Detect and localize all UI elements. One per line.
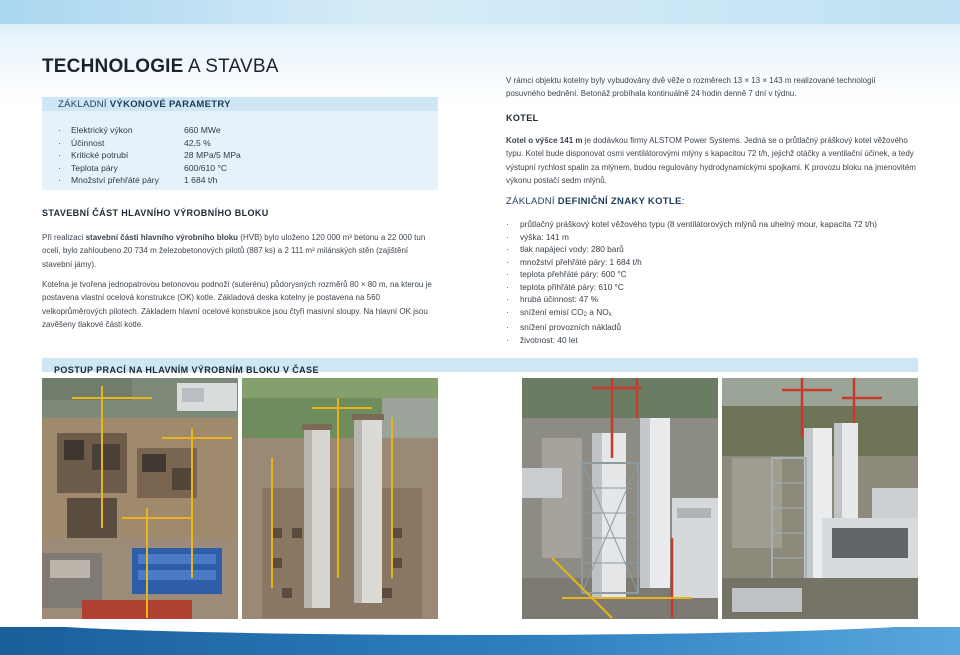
construction-photo-1 xyxy=(42,378,238,624)
bottom-decor-band xyxy=(0,627,960,655)
feature-item: · tlak napájecí vody: 280 barů xyxy=(506,243,877,256)
performance-parameters-panel xyxy=(42,97,438,190)
feature-item: · teplota přihřáté páry: 610 °C xyxy=(506,281,877,294)
param-row: · Množství přehřáté páry 1 684 t/h xyxy=(58,174,241,187)
param-row: · Teplota páry 600/610 °C xyxy=(58,162,241,175)
feature-item: · snížení provozních nákladů xyxy=(506,321,877,334)
feature-item: · snížení emisí $CO_2$ a $NO_x$ xyxy=(506,306,877,322)
construction-paragraph-1: Při realizaci stavební části hlavního výrobního bloku (HVB) bylo uloženo 120 000 m³ betonu a 22 000 tun oceli, bylo zahloubeno 20 734 m železobetonových pilotů (887 ks) a 2 111 m² milánských stěn (zajištění stavební jámy). xyxy=(42,233,426,269)
feature-item: · hrubá účinnost: 47 % xyxy=(506,293,877,306)
feature-item: · teplota přehřáté páry: 600 °C xyxy=(506,268,877,281)
feature-item: · průtlačný práškový kotel věžového typu (8 ventilátorových mlýnů na uhelný mour, kapacita 72 t/h) xyxy=(506,218,877,231)
towers-paragraph: V rámci objektu kotelny byly vybudovány dvě věže o rozměrech 13 × 13 × 143 m realizované technologií posuvného bednění. Betonáž probíhala kontinuálně 24 hodin denně 7 dní v týdnu. xyxy=(506,76,876,99)
boiler-paragraph: Kotel o výšce 141 m je dodávkou firmy ALSTOM Power Systems. Jedná se o průtlačný práškový kotel věžového typu. Kotel bude disponovat osmi ventilátorovými mlýny s kapacitou 72 t/h, jejichž otáčky a ventilační účinek, a tedy výstupní rychlost spalin za mlýnem, budou regulovány hydrodynamickými spojkami. K provozu bloku na jmenovitém výkonu postačí sedm mlýnů. xyxy=(506,136,916,185)
param-row: · Účinnost 42,5 % xyxy=(58,137,241,150)
construction-photo-3 xyxy=(522,378,718,624)
parameters-list xyxy=(58,124,241,187)
top-decor-band xyxy=(0,0,960,24)
work-progress-bar: POSTUP PRACÍ NA HLAVNÍM VÝROBNÍM BLOKU V ČASE xyxy=(42,358,918,372)
param-row: · Elektrický výkon 660 MWe xyxy=(58,124,241,137)
page-title: TECHNOLOGIE A STAVBA xyxy=(42,56,279,77)
parameters-heading: ZÁKLADNÍ VÝKONOVÉ PARAMETRY xyxy=(42,97,438,111)
boiler-features-list xyxy=(506,218,877,346)
boiler-heading: KOTEL xyxy=(506,113,539,123)
construction-paragraph-2: Kotelna je tvořena jednopatrovou betonovou podnoží (suterénu) půdorysných rozměrů 80 × 80 m, na kterou je postavena vlastní ocelová konstrukce (OK) kotle. Základová deska kotelny je postavena na 560 velkoprůměrových pilotech. Základem hlavní ocelové konstrukce jsou čtyři masivní sloupy. Na hlavní OK jsou zavěšeny tlakové části kotle. xyxy=(42,280,432,329)
feature-item: · množství přehřáté páry: 1 684 t/h xyxy=(506,256,877,269)
construction-photo-4 xyxy=(722,378,918,624)
boiler-features-heading: ZÁKLADNÍ DEFINIČNÍ ZNAKY KOTLE: xyxy=(506,196,685,207)
feature-item: · životnost: 40 let xyxy=(506,334,877,347)
construction-section-heading: STAVEBNÍ ČÁST HLAVNÍHO VÝROBNÍHO BLOKU xyxy=(42,208,269,218)
feature-item: · výška: 141 m xyxy=(506,231,877,244)
param-row: · Kritické potrubí 28 MPa/5 MPa xyxy=(58,149,241,162)
construction-photo-2 xyxy=(242,378,438,624)
